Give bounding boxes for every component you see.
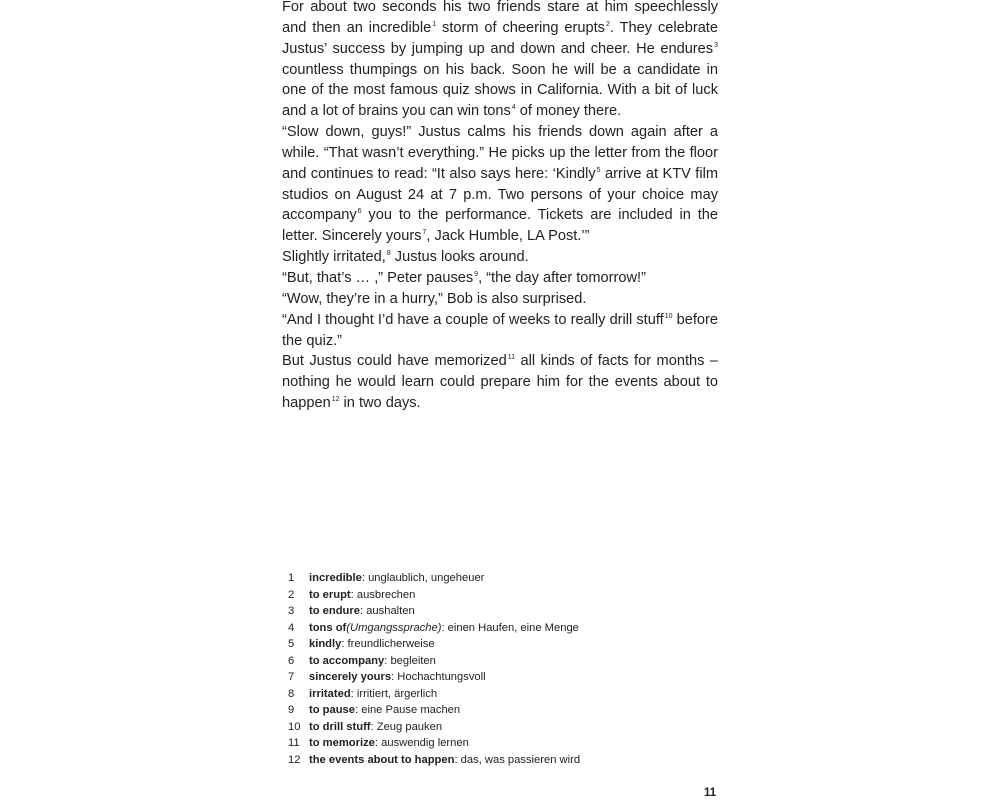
footnote-number: 6 xyxy=(288,654,295,667)
text-run: of money there. xyxy=(515,103,622,120)
footnote-number: 11 xyxy=(288,737,300,749)
footnote-definition: : ausbrechen xyxy=(350,588,416,601)
text-run: But Justus could have memorized xyxy=(282,353,507,370)
footnote-number: 5 xyxy=(288,638,295,650)
footnote-number: 8 xyxy=(288,687,295,700)
footnote-item xyxy=(288,587,728,604)
footnote-ref: 11 xyxy=(507,354,515,362)
footnote-definition: : begleiten xyxy=(384,654,436,667)
footnotes-list xyxy=(288,570,728,768)
text-run: Slightly irritated, xyxy=(282,249,386,266)
footnote-ref: 3 xyxy=(714,41,718,49)
text-run: all kinds of facts for months – nothing he would learn could prepare him for the events about to happen xyxy=(282,353,719,412)
footnote-item xyxy=(288,653,728,670)
footnote-item xyxy=(288,570,728,587)
text-run: “Slow down, guys!” Justus calms his friends down again after a while. “That wasn’t everything.” He picks up the letter from the floor and continues to read: “It also says here: ‘Kindly xyxy=(282,124,718,182)
footnote-ref: 1 xyxy=(432,20,437,28)
footnote-item xyxy=(288,719,728,736)
footnote-term: kindly xyxy=(309,638,342,650)
paragraph-7 xyxy=(282,351,718,414)
footnote-item xyxy=(288,735,728,752)
footnote-ref: 4 xyxy=(511,104,516,112)
footnote-ref: 5 xyxy=(596,166,601,174)
footnote-number: 10 xyxy=(288,720,301,733)
paragraph-1 xyxy=(282,0,718,122)
footnote-term: tons of xyxy=(309,621,347,634)
footnote-term: to pause xyxy=(309,704,356,716)
paragraph-2 xyxy=(282,122,718,247)
footnote-definition: : Zeug pauken xyxy=(370,720,443,733)
story-text xyxy=(282,0,718,414)
footnote-item xyxy=(288,636,728,653)
text-run: countless thumpings on his back. Soon he will be a candidate in one of the most famous quiz shows in California. With a bit of luck and a lot of brains you can win tons xyxy=(282,61,718,120)
footnote-number: 3 xyxy=(288,605,295,617)
text-run: before the quiz.” xyxy=(282,311,718,349)
footnote-item xyxy=(288,669,728,686)
footnote-ref: 9 xyxy=(474,270,479,278)
footnote-definition: : eine Pause machen xyxy=(355,704,461,716)
page-number: 11 xyxy=(704,787,717,799)
footnote-ref: 10 xyxy=(664,312,673,320)
footnote-number: 1 xyxy=(288,572,295,584)
footnote-definition: : das, was passieren wird xyxy=(454,753,581,766)
footnote-definition: : einen Haufen, eine Menge xyxy=(441,621,579,634)
footnote-ref: 12 xyxy=(331,396,340,404)
paragraph-4 xyxy=(282,268,718,289)
footnote-term: to erupt xyxy=(309,588,351,601)
paragraph-6 xyxy=(282,310,718,352)
footnote-definition: : Hochachtungsvoll xyxy=(391,671,486,683)
footnote-definition: : irritiert, ärgerlich xyxy=(350,687,438,700)
footnote-item xyxy=(288,702,728,719)
footnote-number: 9 xyxy=(288,704,295,716)
text-run: , “the day after tomorrow!” xyxy=(478,269,646,286)
footnote-term: irritated xyxy=(309,687,351,700)
footnote-term: sincerely yours xyxy=(309,671,392,683)
text-run: “Wow, they’re in a hurry,” Bob is also surprised. xyxy=(282,290,587,307)
footnote-item xyxy=(288,603,728,620)
footnote-item xyxy=(288,686,728,703)
text-run: “But, that’s … ,” Peter pauses xyxy=(282,269,474,286)
footnote-number: 12 xyxy=(288,753,301,766)
footnote-term: to endure xyxy=(309,605,360,617)
footnote-term: to drill stuff xyxy=(309,720,371,733)
text-run: Justus looks around. xyxy=(390,249,529,266)
text-run: “And I thought I’d have a couple of weeks to really drill stuff xyxy=(282,311,664,328)
text-run: in two days. xyxy=(339,395,421,412)
footnote-note: (Umgangssprache) xyxy=(346,621,442,634)
text-run: arrive at KTV film studios on August 24 at 7 p.m. Two persons of your choice may accompany xyxy=(282,165,718,224)
footnote-definition: : auswendig lernen xyxy=(374,737,469,749)
footnote-term: incredible xyxy=(309,572,362,584)
footnote-item xyxy=(288,752,728,769)
text-run: For about two seconds his two friends stare at him speechlessly and then an incredible xyxy=(282,0,718,36)
footnote-definition: : freundlicherweise xyxy=(341,638,435,650)
footnote-number: 4 xyxy=(288,621,295,634)
footnote-number: 7 xyxy=(288,671,295,683)
footnote-item xyxy=(288,620,728,637)
footnote-term: the events about to happen xyxy=(309,753,455,766)
footnote-definition: : unglaublich, ungeheuer xyxy=(361,572,485,584)
text-run: . They celebrate Justus’ success by jumping up and down and cheer. He endures xyxy=(282,19,718,57)
footnote-definition: : aushalten xyxy=(359,605,415,617)
text-run: , Jack Humble, LA Post.’” xyxy=(426,228,590,245)
paragraph-5 xyxy=(282,289,718,310)
footnote-ref: 8 xyxy=(386,250,391,258)
footnote-term: to accompany xyxy=(309,654,385,667)
text-run: you to the performance. Tickets are included in the letter. Sincerely yours xyxy=(282,207,718,245)
footnote-term: to memorize xyxy=(309,737,375,749)
text-run: storm of cheering erupts xyxy=(436,19,605,36)
footnote-ref: 2 xyxy=(605,20,610,28)
footnote-ref: 6 xyxy=(357,208,362,216)
paragraph-3 xyxy=(282,247,718,268)
footnote-number: 2 xyxy=(288,588,295,601)
footnote-ref: 7 xyxy=(422,229,427,237)
